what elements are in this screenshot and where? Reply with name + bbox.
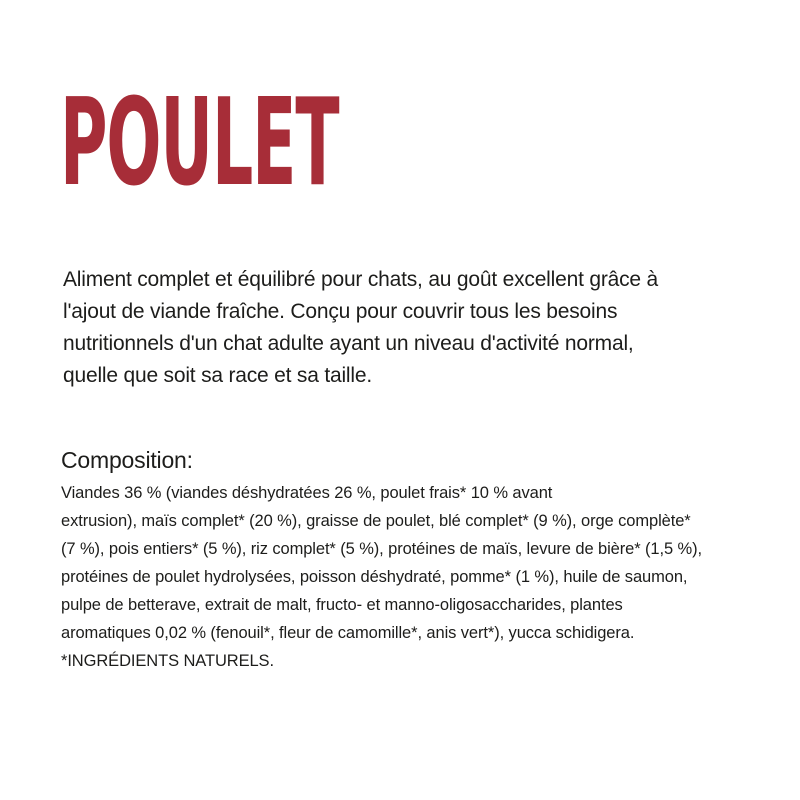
product-description xyxy=(63,264,658,392)
text-line: (7 %), pois entiers* (5 %), riz complet* (5 %), protéines de maïs, levure de bière* (1,5 %), xyxy=(61,540,702,558)
text-line: extrusion), maïs complet* (20 %), graisse de poulet, blé complet* (9 %), orge complète* xyxy=(61,512,691,530)
text-line: l'ajout de viande fraîche. Conçu pour couvrir tous les besoins xyxy=(63,300,618,323)
text-line: quelle que soit sa race et sa taille. xyxy=(63,364,372,387)
composition-heading: Composition: xyxy=(61,447,193,473)
text-line: nutritionnels d'un chat adulte ayant un niveau d'activité normal, xyxy=(63,332,634,355)
text-line: Viandes 36 % (viandes déshydratées 26 %, poulet frais* 10 % avant xyxy=(61,484,553,502)
text-line: pulpe de betterave, extrait de malt, fructo- et manno-oligosaccharides, plantes xyxy=(61,596,623,614)
composition-ingredients xyxy=(61,479,702,675)
text-line: protéines de poulet hydrolysées, poisson déshydraté, pomme* (1 %), huile de saumon, xyxy=(61,568,688,586)
text-line: aromatiques 0,02 % (fenouil*, fleur de camomille*, anis vert*), yucca schidigera. xyxy=(61,624,635,642)
text-line: Aliment complet et équilibré pour chats, au goût excellent grâce à xyxy=(63,268,658,291)
product-title: POULET xyxy=(60,74,339,213)
text-line: *INGRÉDIENTS NATURELS. xyxy=(61,652,274,670)
